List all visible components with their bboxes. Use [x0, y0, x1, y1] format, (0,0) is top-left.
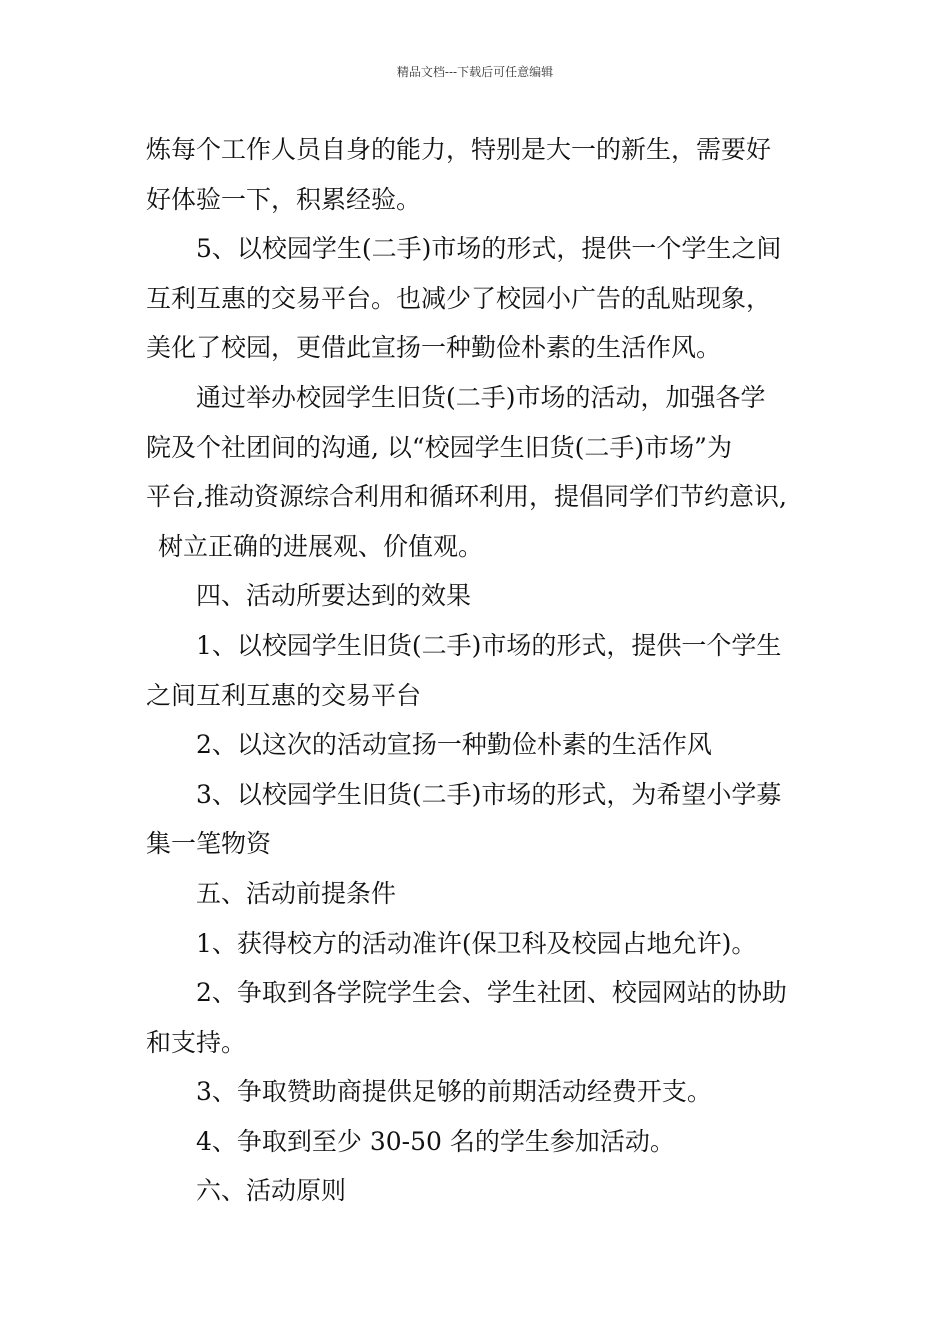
text-line: 1、以校园学生旧货(二手)市场的形式，提供一个学生 — [196, 630, 782, 660]
text-line: 3、以校园学生旧货(二手)市场的形式，为希望小学募 — [196, 779, 782, 809]
text-line: 之间互利互惠的交易平台 — [146, 680, 422, 710]
section-heading: 六、活动原则 — [196, 1176, 347, 1206]
text-line: 炼每个工作人员自身的能力，特别是大一的新生，需要好 — [146, 135, 772, 164]
page-header: 精品文档---下载后可任意编辑 — [396, 65, 554, 79]
text-line: 4、争取到至少 30-50 名的学生参加活动。 — [196, 1126, 675, 1156]
text-line: 和支持。 — [146, 1027, 247, 1057]
text-line: 互利互惠的交易平台。也减少了校园小广告的乱贴现象， — [146, 283, 772, 313]
text-line: 3、争取赞助商提供足够的前期活动经费开支。 — [196, 1077, 712, 1107]
text-line: 通过举办校园学生旧货(二手)市场的活动，加强各学 — [196, 382, 766, 412]
section-heading: 五、活动前提条件 — [196, 878, 397, 908]
text-line: 树立正确的进展观、价值观。 — [158, 531, 484, 561]
text-line: 1、获得校方的活动准许(保卫科及校园占地允许)。 — [196, 928, 757, 958]
text-line: 5、以校园学生(二手)市场的形式，提供一个学生之间 — [196, 234, 782, 264]
text-line: 平台,推动资源综合利用和循环利用，提倡同学们节约意识, — [146, 482, 787, 512]
text-line: 2、以这次的活动宣扬一种勤俭朴素的生活作风 — [196, 730, 712, 760]
text-line: 2、争取到各学院学生会、学生社团、校园网站的协助 — [196, 978, 787, 1008]
section-heading: 四、活动所要达到的效果 — [196, 581, 472, 611]
text-line: 院及个社团间的沟通, 以“校园学生旧货(二手)市场”为 — [146, 432, 732, 462]
text-line: 集一笔物资 — [146, 829, 272, 859]
text-line: 美化了校园，更借此宣扬一种勤俭朴素的生活作风。 — [146, 333, 722, 363]
document-body — [146, 125, 818, 1216]
text-line: 好体验一下，积累经验。 — [146, 184, 422, 214]
